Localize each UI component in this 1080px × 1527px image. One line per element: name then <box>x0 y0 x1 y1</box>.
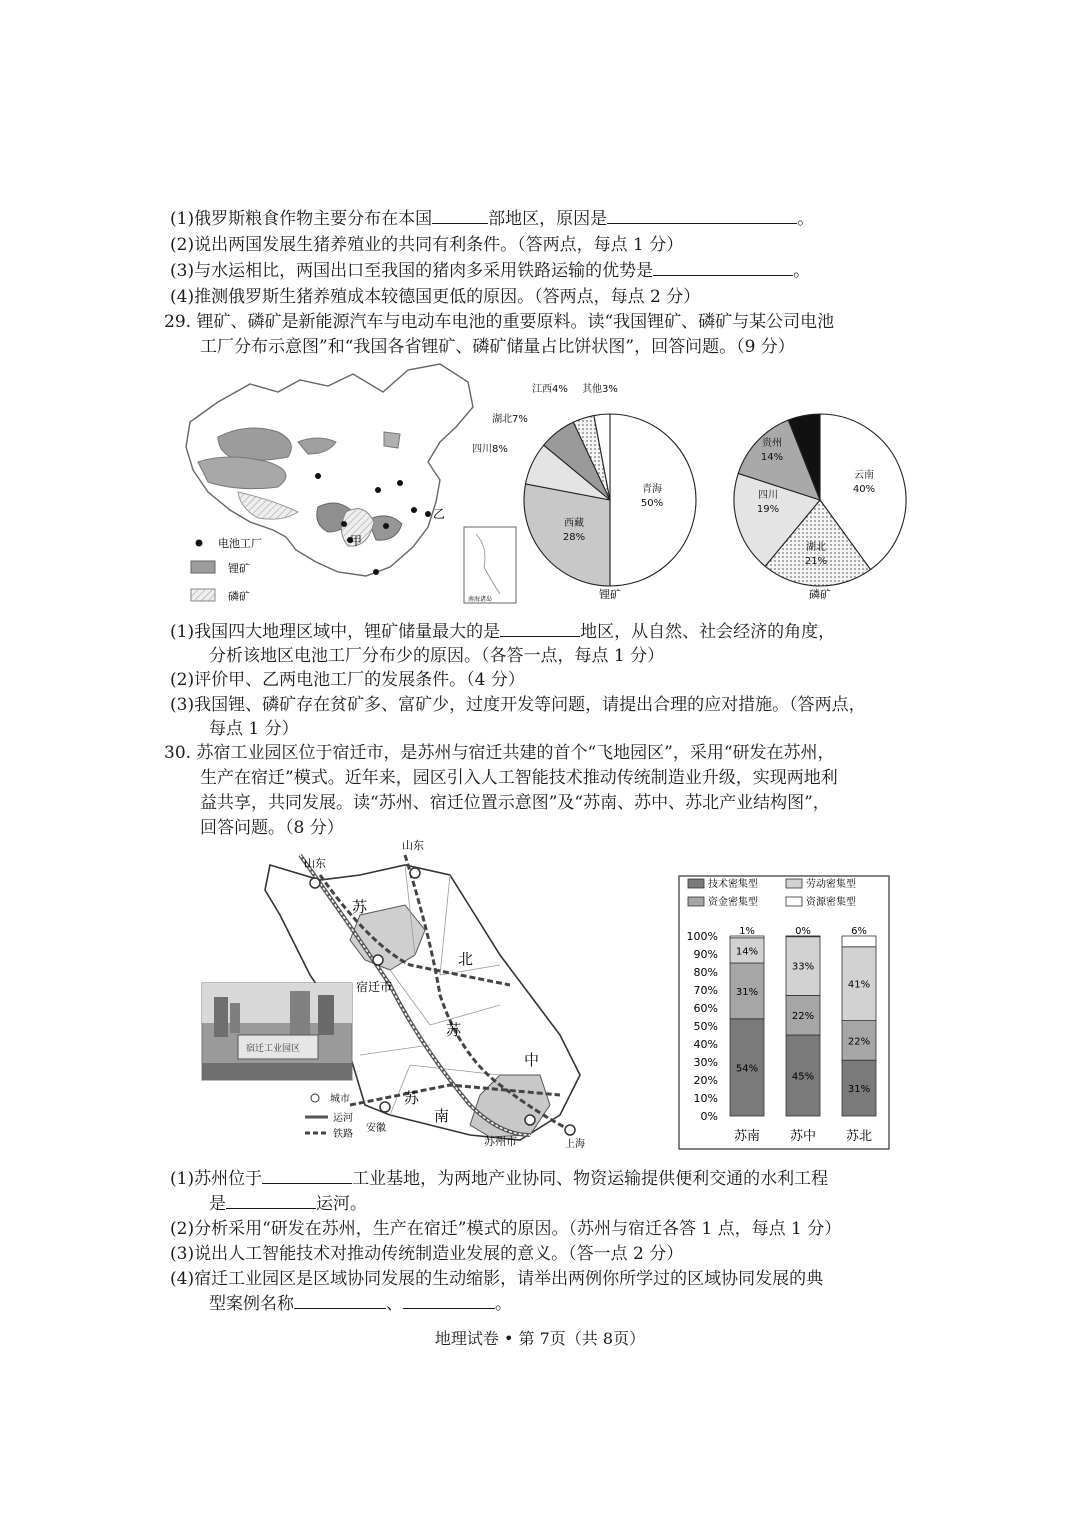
label-yi: 乙 <box>433 507 446 521</box>
label-shanghai: 上海 <box>565 1139 585 1150</box>
legend-label-资金密集型: 资金密集型 <box>708 897 758 908</box>
pie-label-西藏: 西藏 28% <box>562 518 586 543</box>
battery-factory-dot <box>411 507 417 513</box>
q30-item-4-cont: 型案例名称 、 。 <box>209 1294 512 1314</box>
q30-item-1-cont: 是 运河。 <box>209 1194 367 1214</box>
pie-label-湖北: 湖北7% <box>492 414 528 425</box>
bar-value-label: 31% <box>735 986 759 998</box>
q28-item-2: (2)说出两国发展生猪养殖业的共同有利条件。（答两点，每点 1 分） <box>170 235 684 255</box>
x-category-label: 苏北 <box>845 1129 873 1144</box>
pie-label-其他: 其他3% <box>582 384 618 395</box>
q29-item-2: (2)评价甲、乙两电池工厂的发展条件。（4 分） <box>170 670 525 690</box>
answer-blank[interactable] <box>226 1193 316 1209</box>
y-tick-label: 30% <box>693 1056 718 1069</box>
pie-label-云南: 云南 40% <box>852 470 876 495</box>
city-marker <box>565 1125 575 1135</box>
pie-label-四川: 四川 19% <box>756 490 780 515</box>
pie-label-湖北: 湖北 21% <box>804 542 828 567</box>
q30-item-3: (3)说出人工智能技术对推动传统制造业发展的意义。（答一点 2 分） <box>170 1244 684 1264</box>
legend-canal-label: 运河 <box>333 1113 353 1124</box>
city-marker <box>525 1115 535 1125</box>
lithium-area <box>384 432 400 448</box>
q30-stem: 30. 苏宿工业园区位于宿迁市，是苏州与宿迁共建的首个“飞地园区”，采用“研发在苏州， <box>164 743 835 763</box>
y-tick-label: 10% <box>693 1092 718 1105</box>
label-bei: 北 <box>458 950 474 968</box>
q29-item-3: (3)我国锂、磷矿存在贫矿多、富矿少，过度开发等问题，请提出合理的应对措施。（答两点， <box>170 695 866 715</box>
lithium-area <box>218 428 291 461</box>
legend-rail-label: 铁路 <box>333 1129 353 1140</box>
pie-label-江西: 江西4% <box>532 384 568 395</box>
q30-item-4: (4)宿迁工业园区是区域协同发展的生动缩影，请举出两例你所学过的区域协同发展的典 <box>170 1269 824 1289</box>
bar-value-label: 22% <box>847 1036 871 1048</box>
bar-value-label: 6% <box>851 926 867 937</box>
battery-factory-dot <box>383 523 389 529</box>
pie-caption: 锂矿 <box>599 588 621 601</box>
battery-factory-dot <box>341 521 347 527</box>
jiangsu-map <box>200 835 620 1155</box>
answer-blank[interactable] <box>403 1293 495 1309</box>
answer-blank[interactable] <box>653 260 793 276</box>
answer-blank[interactable] <box>294 1293 386 1309</box>
q29-item-1: (1)我国四大地理区域中，锂矿储量最大的是 地区，从自然、社会经济的角度， <box>170 622 836 642</box>
city-marker <box>410 868 420 878</box>
x-category-label: 苏南 <box>733 1129 761 1144</box>
label-suqian-city: 宿迁市 <box>356 980 393 994</box>
bar-value-label: 1% <box>739 926 755 937</box>
label-shandong-west: 山东 <box>304 857 326 870</box>
pie-caption: 磷矿 <box>809 588 831 601</box>
inset-caption: 南海诸岛 <box>468 596 493 603</box>
battery-factory-dot <box>315 473 321 479</box>
lithium-pie <box>472 382 696 601</box>
y-tick-label: 90% <box>693 948 718 961</box>
legend-factory-label: 电池工厂 <box>218 537 262 550</box>
label-nan: 南 <box>434 1107 450 1125</box>
label-su-nan: 苏 <box>404 1089 420 1107</box>
phosphate-pie <box>734 382 906 601</box>
legend-factory-dot <box>196 540 203 547</box>
legend-phosphate-swatch <box>191 589 215 601</box>
pie-label-四川: 四川8% <box>472 444 508 455</box>
y-tick-label: 100% <box>686 930 718 943</box>
label-zhong: 中 <box>524 1051 540 1069</box>
q30-stem-2: 生产在宿迁”模式。近年来，园区引入人工智能技术推动传统制造业升级，实现两地利 <box>200 768 838 788</box>
answer-blank[interactable] <box>607 208 797 224</box>
legend-label-资源密集型: 资源密集型 <box>806 897 856 908</box>
pie-label-青海: 青海 50% <box>640 484 664 509</box>
legend-swatch-资源密集型 <box>786 897 802 906</box>
city-marker <box>380 1102 390 1112</box>
page-footer: 地理试卷 • 第 7页（共 8页） <box>434 1329 646 1348</box>
label-jia: 甲 <box>350 534 363 548</box>
legend-swatch-资金密集型 <box>688 897 704 906</box>
bar-segment-资源密集型 <box>842 936 876 947</box>
bar-value-label: 22% <box>791 1011 815 1023</box>
battery-factory-dot <box>375 487 381 493</box>
answer-blank[interactable] <box>432 208 488 224</box>
legend-swatch-技术密集型 <box>688 879 704 888</box>
q28-item-4: (4)推测俄罗斯生猪养殖成本较德国更低的原因。（答两点，每点 2 分） <box>170 287 701 307</box>
bar-value-label: 31% <box>847 1084 871 1096</box>
q29-item-3-cont: 每点 1 分） <box>209 719 299 739</box>
bar-value-label: 0% <box>795 926 811 937</box>
y-tick-label: 80% <box>693 966 718 979</box>
y-tick-label: 50% <box>693 1020 718 1033</box>
bar-value-label: 33% <box>791 961 815 973</box>
pie-label-其他: 其他6% <box>772 384 808 395</box>
industrial-park-photo <box>202 983 352 1080</box>
y-tick-label: 40% <box>693 1038 718 1051</box>
bar-value-label: 54% <box>735 1063 759 1075</box>
q28-item-1: (1)俄罗斯粮食作物主要分布在本国 部地区，原因是 。 <box>170 209 815 229</box>
label-su-zhong: 苏 <box>446 1021 462 1039</box>
battery-factory-dot <box>425 511 431 517</box>
answer-blank[interactable] <box>262 1168 352 1184</box>
pie-label-贵州: 贵州 14% <box>760 438 784 463</box>
y-tick-label: 70% <box>693 984 718 997</box>
label-shandong-north: 山东 <box>402 839 424 852</box>
bar-value-label: 14% <box>735 946 759 958</box>
battery-factory-dot <box>373 569 379 575</box>
battery-factory-dot <box>397 480 403 486</box>
legend-city-icon <box>311 1094 319 1102</box>
legend-label-技术密集型: 技术密集型 <box>708 879 758 890</box>
q29-stem: 29. 锂矿、磷矿是新能源汽车与电动车电池的重要原料。读“我国锂矿、磷矿与某公司电池 <box>164 312 835 332</box>
q30-stem-4: 回答问题。（8 分） <box>200 818 344 838</box>
photo-sign-text: 宿迁工业园区 <box>246 1044 301 1054</box>
city-marker <box>373 955 383 965</box>
y-tick-label: 60% <box>693 1002 718 1015</box>
legend-label-劳动密集型: 劳动密集型 <box>806 879 856 890</box>
q29-stem-cont: 工厂分布示意图”和“我国各省锂矿、磷矿储量占比饼状图”，回答问题。（9 分） <box>200 337 795 357</box>
q30-stem-3: 益共享，共同发展。读“苏州、宿迁位置示意图”及“苏南、苏中、苏北产业结构图”， <box>200 793 830 813</box>
q29-item-1-cont: 分析该地区电池工厂分布少的原因。（各答一点，每点 1 分） <box>209 646 665 666</box>
y-tick-label: 0% <box>700 1110 718 1123</box>
q30-item-2: (2)分析采用“研发在苏州，生产在宿迁”模式的原因。（苏州与宿迁各答 1 点，每点 1 分） <box>170 1219 842 1239</box>
legend-city-label: 城市 <box>330 1094 350 1105</box>
pie-charts <box>470 380 910 610</box>
city-marker <box>310 878 320 888</box>
y-tick-label: 20% <box>693 1074 718 1087</box>
label-suzhou-city: 苏州市 <box>484 1135 517 1148</box>
answer-blank[interactable] <box>500 621 580 637</box>
industry-structure-chart <box>678 875 890 1150</box>
label-anhui: 安徽 <box>366 1123 386 1134</box>
bar-value-label: 45% <box>791 1071 815 1083</box>
chart-bars <box>730 926 876 1144</box>
x-category-label: 苏中 <box>789 1129 817 1144</box>
q30-item-1: (1)苏州位于 工业基地，为两地产业协同、物资运输提供便利交通的水利工程 <box>170 1169 829 1189</box>
legend-swatch-劳动密集型 <box>786 879 802 888</box>
legend-lithium-swatch <box>191 561 215 573</box>
legend-phosphate-label: 磷矿 <box>228 590 250 603</box>
label-su-bei-1: 苏 <box>352 898 368 916</box>
q28-item-3: (3)与水运相比，两国出口至我国的猪肉多采用铁路运输的优势是 。 <box>170 261 811 281</box>
legend-lithium-label: 锂矿 <box>228 562 250 575</box>
bar-value-label: 41% <box>847 979 871 991</box>
